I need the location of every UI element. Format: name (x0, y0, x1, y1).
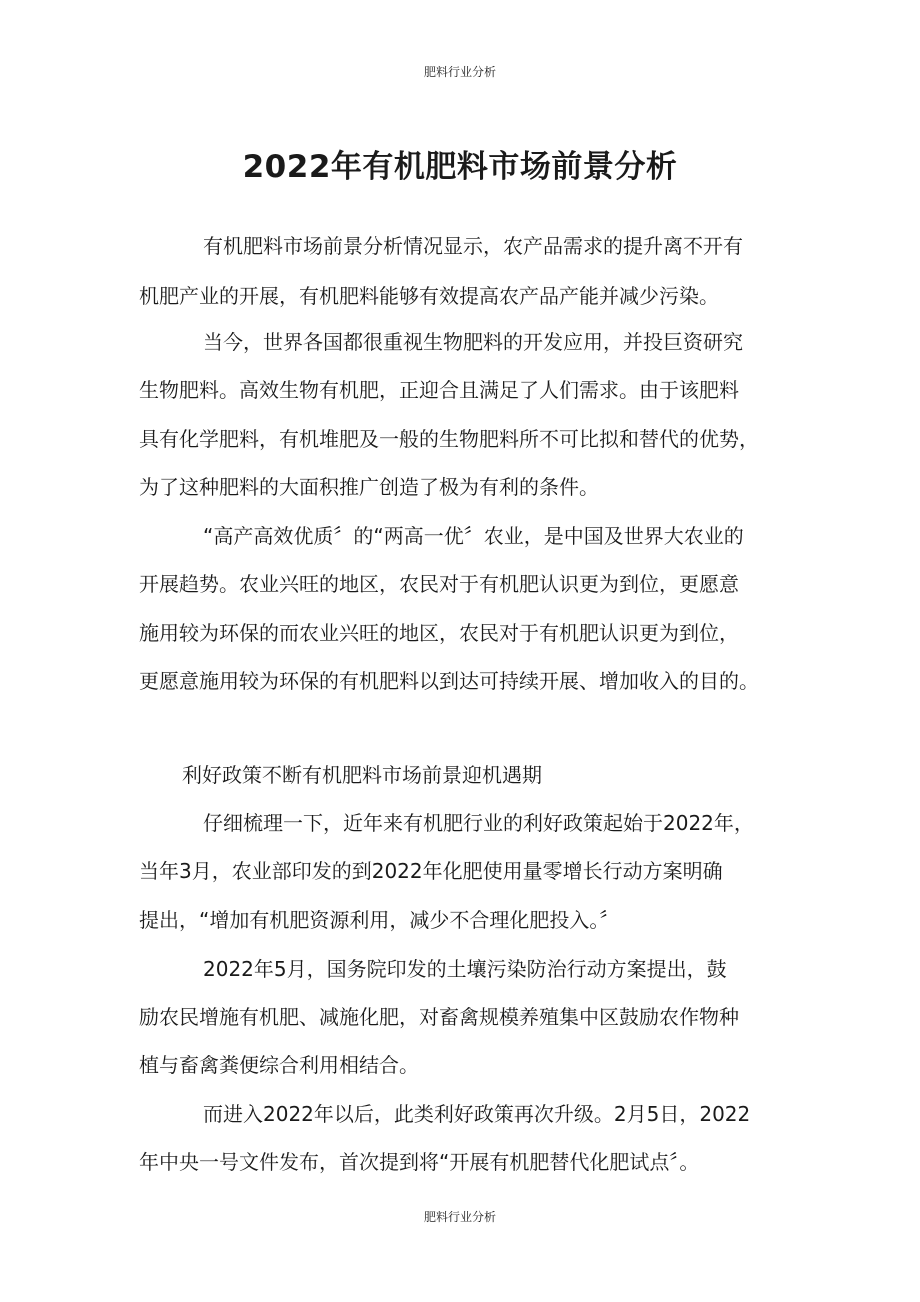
section-heading: 利好政策不断有机肥料市场前景迎机遇期 (182, 763, 542, 787)
paragraph-line: 施用较为环保的而农业兴旺的地区，农民对于有机肥认识更为到位， (139, 621, 739, 645)
paragraph-line: 而进入2022年以后，此类利好政策再次升级。2月5日，2022 (203, 1102, 751, 1126)
paragraph-line: 年中央一号文件发布，首次提到将“开展有机肥替代化肥试点〞。 (139, 1150, 700, 1174)
paragraph-line: 当年3月，农业部印发的到2022年化肥使用量零增长行动方案明确 (139, 859, 723, 883)
paragraph-line: 生物肥料。高效生物有机肥，正迎合且满足了人们需求。由于该肥料 (139, 378, 739, 402)
paragraph-line: 植与畜禽粪便综合利用相结合。 (139, 1053, 419, 1077)
paragraph-line: 提出，“增加有机肥资源利用，减少不合理化肥投入。〞 (139, 908, 620, 932)
paragraph-line: 当今，世界各国都很重视生物肥料的开发应用，并投巨资研究 (203, 330, 743, 354)
paragraph-line: 仔细梳理一下，近年来有机肥行业的利好政策起始于2022年， (203, 811, 754, 835)
page-footer: 肥料行业分析 (423, 1210, 496, 1224)
paragraph-line: 具有化学肥料，有机堆肥及一般的生物肥料所不可比拟和替代的优势， (139, 427, 759, 451)
paragraph-line: 机肥产业的开展，有机肥料能够有效提高农产品产能并减少污染。 (139, 284, 719, 308)
paragraph-line: 2022年5月，国务院印发的土壤污染防治行动方案提出，鼓 (203, 957, 727, 981)
paragraph-line: 开展趋势。农业兴旺的地区，农民对于有机肥认识更为到位，更愿意 (139, 572, 739, 596)
document-title: 2022年有机肥料市场前景分析 (242, 149, 678, 185)
paragraph-line: “高产高效优质〞的“两高一优〞农业，是中国及世界大农业的 (203, 524, 744, 548)
paragraph-line: 有机肥料市场前景分析情况显示，农产品需求的提升离不开有 (203, 234, 743, 258)
paragraph-line: 励农民增施有机肥、减施化肥，对畜禽规模养殖集中区鼓励农作物种 (139, 1005, 739, 1029)
page-header: 肥料行业分析 (423, 65, 496, 79)
paragraph-line: 为了这种肥料的大面积推广创造了极为有利的条件。 (139, 475, 599, 499)
paragraph-line: 更愿意施用较为环保的有机肥料以到达可持续开展、增加收入的目的。 (139, 669, 759, 693)
